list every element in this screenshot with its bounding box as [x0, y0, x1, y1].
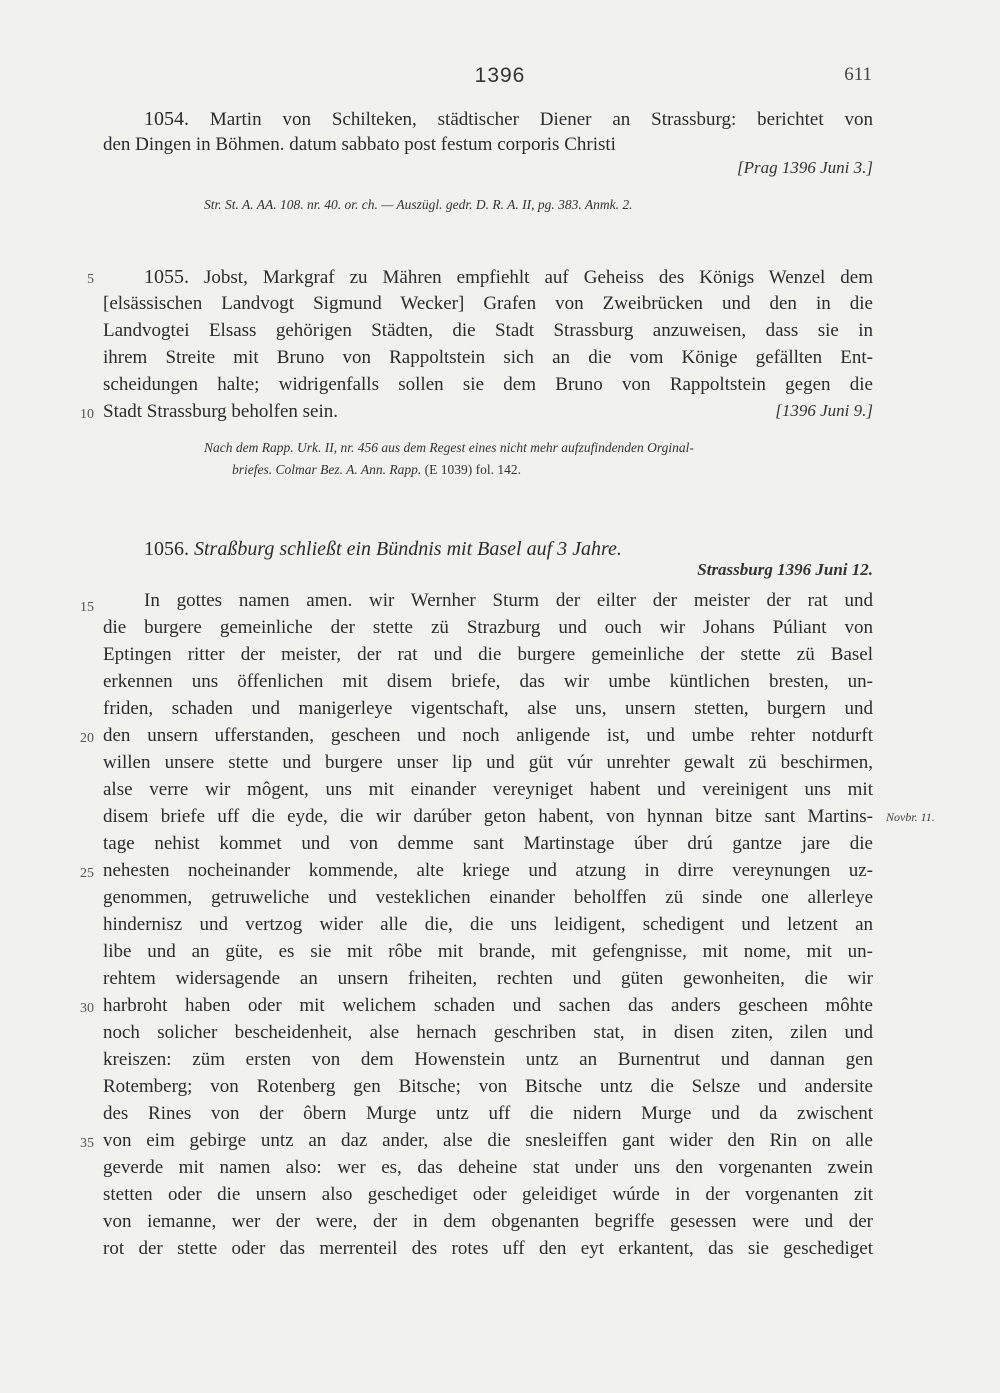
entry-1054-date-note: [Prag 1396 Juni 3.] — [737, 158, 873, 177]
entry-1055-line-6: Stadt Strassburg beholfen sein. — [103, 401, 339, 422]
entry-1055-source-2 — [232, 462, 521, 478]
entry-1056-line-6: den unsern ufferstanden, gescheen und noch anligende ist, und umbe rehter notdurft — [103, 725, 873, 746]
entry-1056-line-3: Eptingen ritter der meister, der rat und die burgere gemeinliche der stette zü Basel — [103, 644, 873, 665]
entry-1056-line-22: geverde mit namen also: wer es, das deheine stat under uns den vorgenanten zwein — [103, 1157, 873, 1178]
source-folio: (E 1039) fol. 142. — [424, 462, 521, 477]
entry-1056-heading — [144, 538, 622, 561]
margin-date-note: Novbr. 11. — [886, 810, 935, 824]
line-number: 35 — [80, 1136, 94, 1151]
entry-1056-line-16: harbroht haben oder mit welichem schaden und sachen das anders gescheen môhte — [103, 995, 873, 1016]
entry-1056-line-4: erkennen uns öffenlichen mit disem briefe, das wir umbe küntlichen bresten, un- — [103, 671, 873, 692]
entry-number: 1056. — [144, 538, 189, 560]
entry-number: 1054. — [144, 108, 189, 130]
page-header-year: 1396 — [474, 64, 526, 87]
entry-1055-source-1: Nach dem Rapp. Urk. II, nr. 456 aus dem Regest eines nicht mehr aufzufindenden Orginal- — [204, 440, 694, 455]
entry-text: Jobst, Markgraf zu Mähren empfiehlt auf Geheiss des Königs Wenzel dem — [204, 267, 873, 288]
entry-1056-line-2: die burgere gemeinliche der stette zü Strazburg und ouch wir Johans Púliant von — [103, 617, 873, 638]
entry-1056-line-12: genommen, getruweliche und vesteklichen einander beholffen zü sinde one allerleye — [103, 887, 873, 908]
entry-1056-place-date: Strassburg 1396 Juni 12. — [697, 560, 873, 579]
entry-1056-line-23: stetten oder die unsern also geschediget oder geleidiget wúrde in der vorgenanten zit — [103, 1184, 873, 1205]
entry-1055-date-note: [1396 Juni 9.] — [775, 401, 873, 420]
entry-1056-line-5: friden, schaden und manigerleye vigentschaft, alse uns, unsern stetten, burgern und — [103, 698, 873, 719]
entry-1056-line-9: disem briefe uff die eyde, die wir darúber geton habent, von hynnan bitze sant Martins- — [103, 806, 873, 827]
line-number: 5 — [87, 272, 94, 287]
entry-1055-line-5: scheidungen halte; widrigenfalls sollen sie dem Bruno von Rappoltstein gegen die — [103, 374, 873, 395]
entry-number: 1055. — [144, 266, 189, 288]
page-number: 611 — [844, 64, 872, 85]
entry-1056-line-19: Rotemberg; von Rotenberg gen Bitsche; von Bitsche untz die Selsze und andersite — [103, 1076, 873, 1097]
entry-1056-line-10: tage nehist kommet und von demme sant Martinstage úber drú gantze jare die — [103, 833, 873, 854]
line-number: 30 — [80, 1001, 94, 1016]
line-number: 25 — [80, 866, 94, 881]
entry-1056-line-17: noch solicher bescheidenheit, alse hernach geschriben stat, in disen ziten, zilen und — [103, 1022, 873, 1043]
entry-1056-line-1: In gottes namen amen. wir Wernher Sturm der eilter der meister der rat und — [144, 590, 873, 611]
entry-1056-line-21: von eim gebirge untz an daz ander, alse die snesleiffen gant wider den Rin on alle — [103, 1130, 873, 1151]
entry-1054-line-1 — [144, 106, 873, 133]
entry-1054-line-2: den Dingen in Böhmen. datum sabbato post festum corporis Christi — [103, 134, 616, 155]
entry-text: Martin von Schilteken, städtischer Diener an Strassburg: berichtet von — [209, 109, 873, 130]
entry-1054-source: Str. St. A. AA. 108. nr. 40. or. ch. — Auszügl. gedr. D. R. A. II, pg. 383. Anmk. 2. — [204, 197, 633, 212]
entry-1056-line-11: nehesten nocheinander kommende, alte kriege und atzung in dirre vereynungen uz- — [103, 860, 873, 881]
source-archive: briefes. Colmar Bez. A. Ann. Rapp. — [232, 462, 422, 477]
entry-1056-line-15: rehtem widersagende an unsern friheiten, rechten und güten gewonheiten, die wir — [103, 968, 873, 989]
entry-1056-line-14: libe und an güte, es sie mit rôbe mit brande, mit gefengnisse, mit nome, mit un- — [103, 941, 873, 962]
entry-1056-line-24: von iemanne, wer der were, der in dem obgenanten begriffe gesessen were und der — [103, 1211, 873, 1232]
entry-1055-line-1 — [144, 264, 873, 291]
line-number: 20 — [80, 731, 94, 746]
entry-1055-line-4: ihrem Streite mit Bruno von Rappoltstein sich an die vom Könige gefällten Ent- — [103, 347, 873, 368]
entry-1056-line-8: alse verre wir môgent, uns mit einander vereyniget habent und vereinigent uns mit — [103, 779, 873, 800]
entry-1056-line-18: kreiszen: züm ersten von dem Howenstein untz an Burnentrut und dannan gen — [103, 1049, 873, 1070]
entry-1056-line-25: rot der stette oder das merrenteil des rotes uff den eyt erkantent, das sie geschediget — [103, 1238, 873, 1259]
entry-title: Straßburg schließt ein Bündnis mit Basel auf 3 Jahre. — [194, 538, 622, 560]
line-number: 15 — [80, 600, 94, 615]
entry-1056-line-7: willen unsere stette und burgere unser lip und güt vúr unrehter gewalt zü beschirmen, — [103, 752, 873, 773]
entry-1055-line-3: Landvogtei Elsass gehörigen Städten, die Stadt Strassburg anzuweisen, dass sie in — [103, 320, 873, 341]
entry-1056-line-20: des Rines von der ôbern Murge untz uff die nidern Murge und da zwischent — [103, 1103, 873, 1124]
line-number: 10 — [80, 407, 94, 422]
entry-1055-line-2: [elsässischen Landvogt Sigmund Wecker] Grafen von Zweibrücken und den in die — [103, 293, 873, 314]
entry-1056-line-13: hindernisz und vertzog wider alle die, die uns leidigent, schedigent und letzent an — [103, 914, 873, 935]
